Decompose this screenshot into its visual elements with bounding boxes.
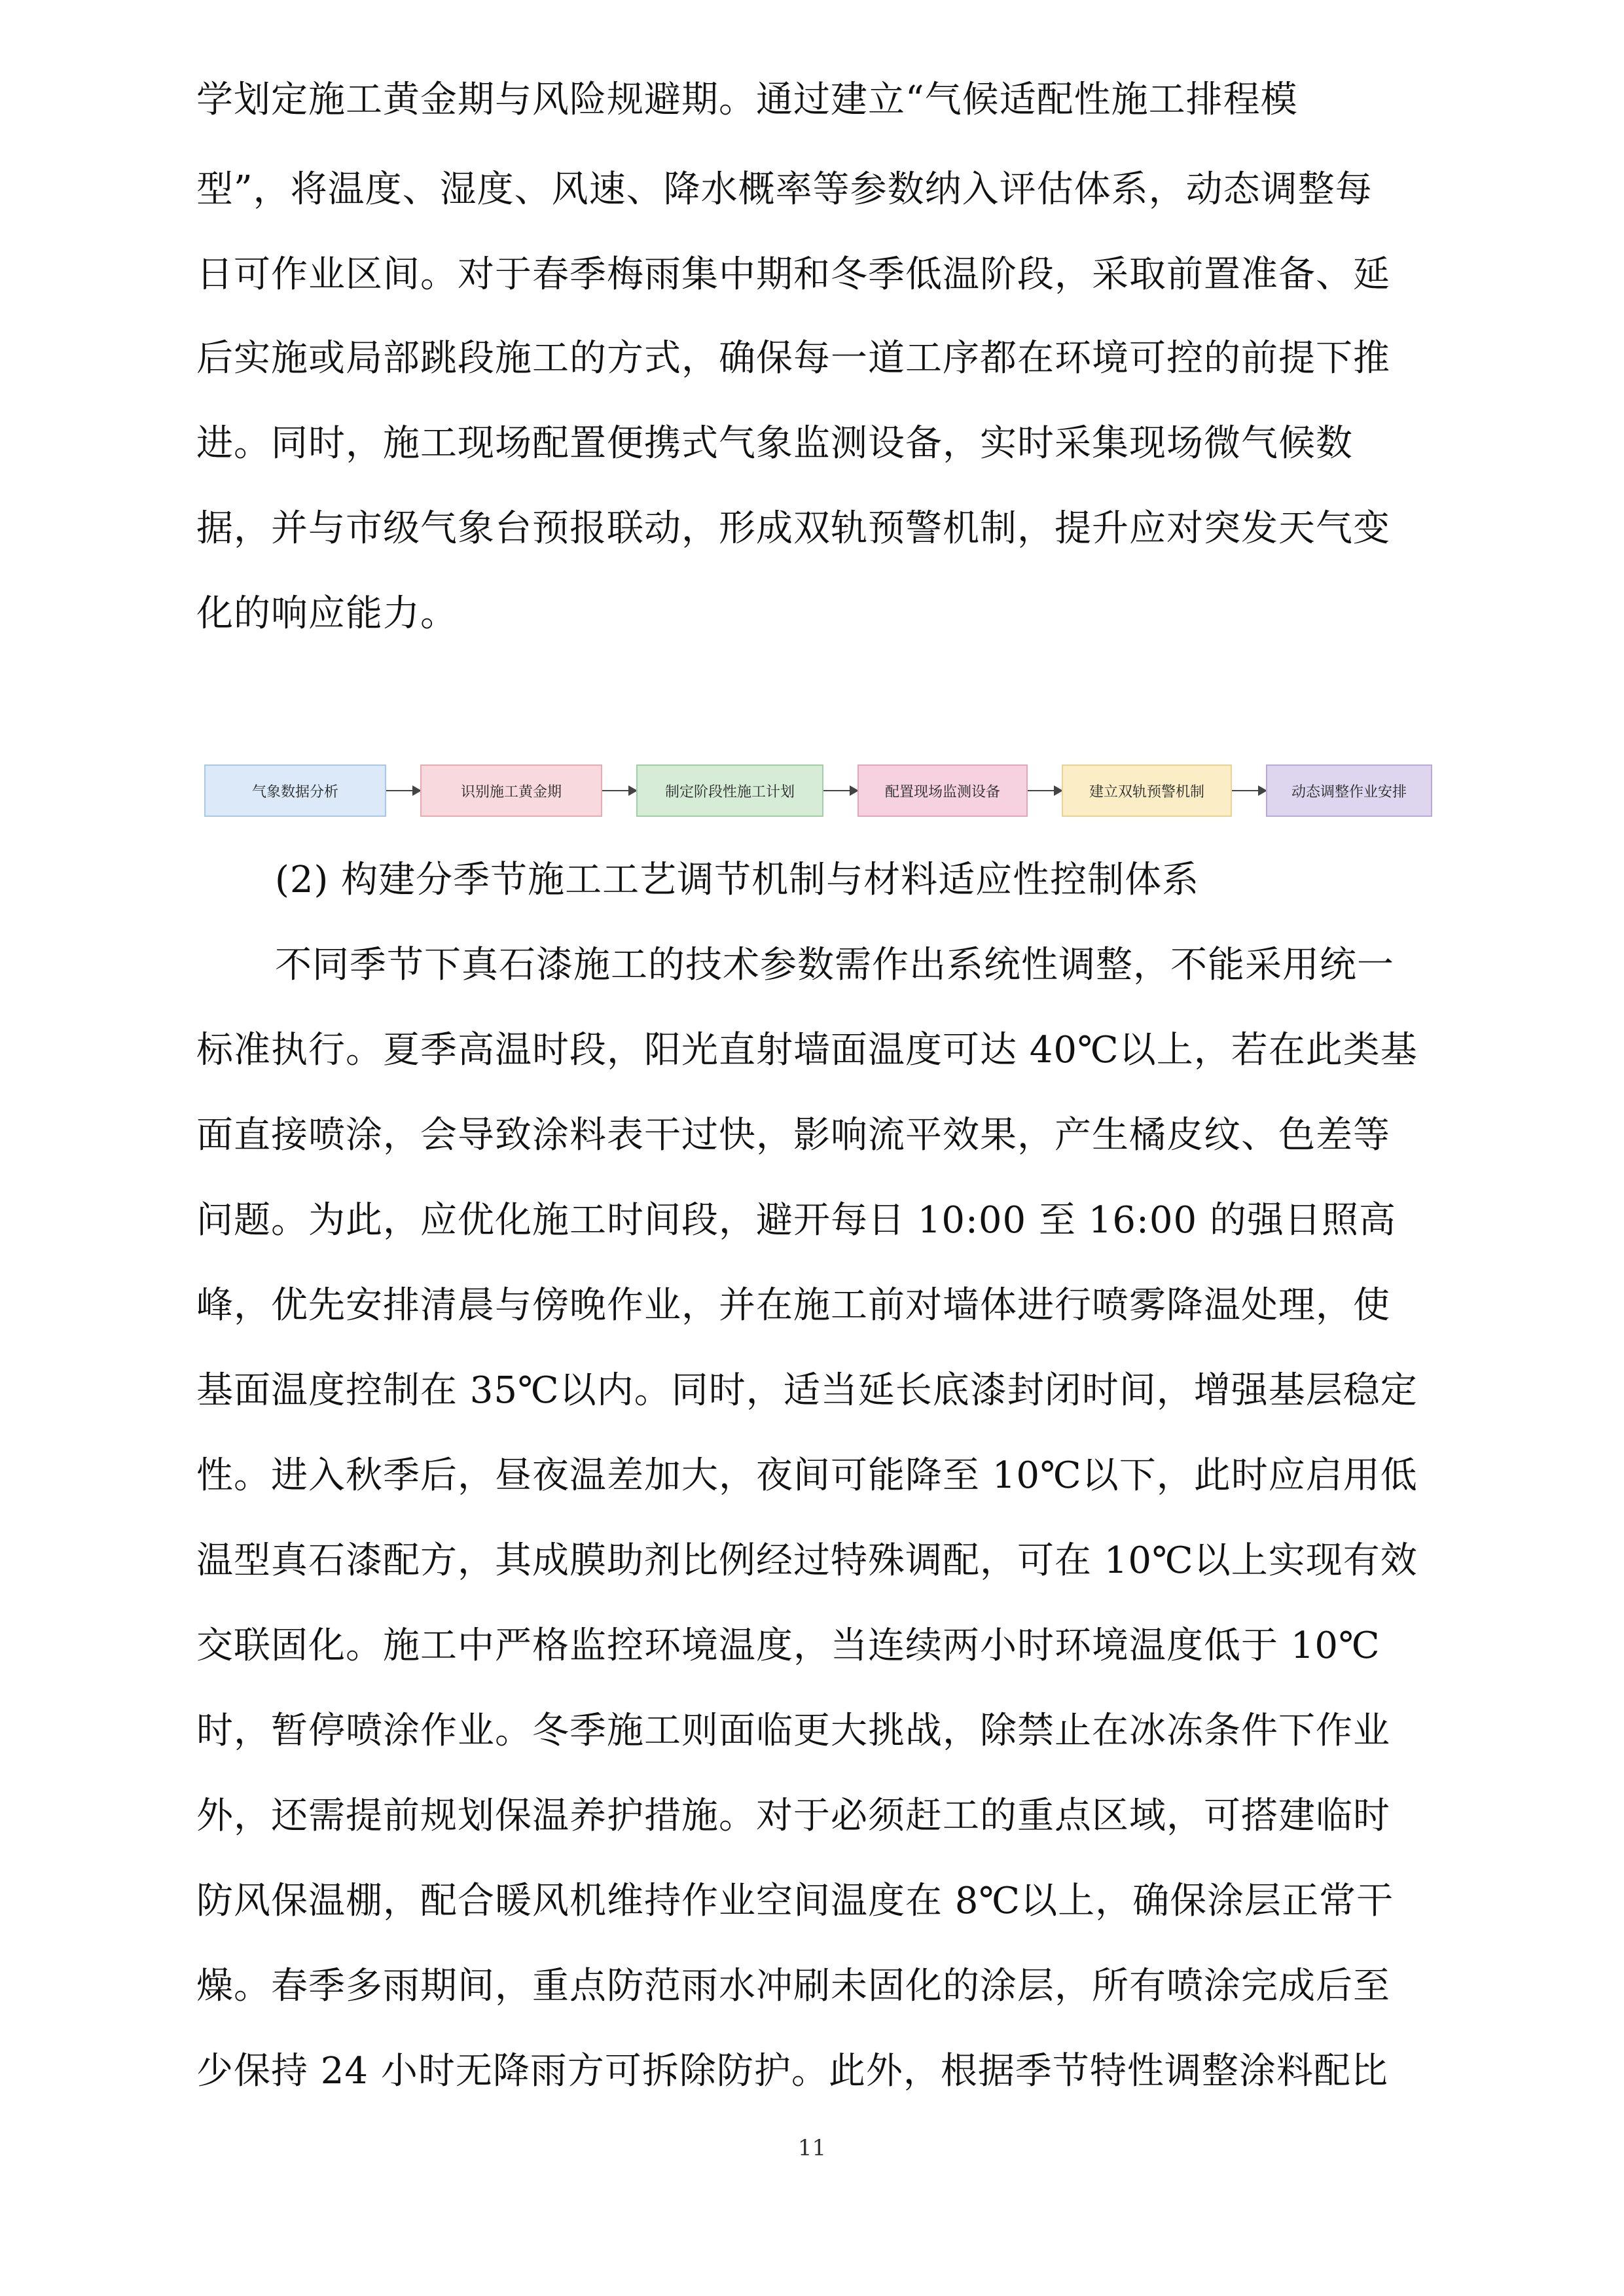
paragraph-2-line-8: 温型真石漆配方，其成膜助剂比例经过特殊调配，可在 10℃以上实现有效 bbox=[196, 1539, 1418, 1582]
flow-step-2: 识别施工黄金期 bbox=[420, 764, 602, 817]
paragraph-1-line-4: 后实施或局部跳段施工的方式，确保每一道工序都在环境可控的前提下推 bbox=[196, 337, 1390, 380]
paragraph-1-line-3: 日可作业区间。对于春季梅雨集中期和冬季低温阶段，采取前置准备、延 bbox=[196, 253, 1390, 296]
paragraph-2-line-4: 问题。为此，应优化施工时间段，避开每日 10:00 至 16:00 的强日照高 bbox=[196, 1199, 1396, 1242]
flow-step-5: 建立双轨预警机制 bbox=[1062, 764, 1232, 817]
paragraph-2-line-9: 交联固化。施工中严格监控环境温度，当连续两小时环境温度低于 10℃ bbox=[196, 1624, 1380, 1667]
paragraph-1-line-6: 据，并与市级气象台预报联动，形成双轨预警机制，提升应对突发天气变 bbox=[196, 507, 1390, 550]
paragraph-1-line-5: 进。同时，施工现场配置便携式气象监测设备，实时采集现场微气候数 bbox=[196, 422, 1353, 465]
flow-arrow-1 bbox=[386, 790, 420, 791]
flow-step-1: 气象数据分析 bbox=[204, 764, 386, 817]
paragraph-2-line-14: 少保持 24 小时无降雨方可拆除防护。此外，根据季节特性调整涂料配比 bbox=[196, 2050, 1388, 2092]
paragraph-1-line-7: 化的响应能力。 bbox=[196, 592, 458, 635]
paragraph-1-line-2: 型”，将温度、湿度、风速、降水概率等参数纳入评估体系，动态调整每 bbox=[196, 168, 1373, 211]
paragraph-2-line-5: 峰，优先安排清晨与傍晚作业，并在施工前对墙体进行喷雾降温处理，使 bbox=[196, 1284, 1390, 1327]
paragraph-2-line-12: 防风保温棚，配合暖风机维持作业空间温度在 8℃以上，确保涂层正常干 bbox=[196, 1880, 1394, 1922]
flow-arrow-2 bbox=[602, 790, 636, 791]
paragraph-2-line-11: 外，还需提前规划保温养护措施。对于必须赶工的重点区域，可搭建临时 bbox=[196, 1795, 1390, 1837]
flow-arrow-3 bbox=[823, 790, 857, 791]
paragraph-2-line-1: 不同季节下真石漆施工的技术参数需作出系统性调整，不能采用统一 bbox=[275, 944, 1394, 986]
paragraph-2-line-2: 标准执行。夏季高温时段，阳光直射墙面温度可达 40℃以上，若在此类基 bbox=[196, 1029, 1418, 1071]
flow-step-3: 制定阶段性施工计划 bbox=[636, 764, 823, 817]
process-flowchart bbox=[204, 764, 1432, 817]
flow-step-4: 配置现场监测设备 bbox=[857, 764, 1028, 817]
flow-arrow-5 bbox=[1232, 790, 1266, 791]
paragraph-2-line-10: 时，暂停喷涂作业。冬季施工则面临更大挑战，除禁止在冰冻条件下作业 bbox=[196, 1710, 1390, 1752]
paragraph-2-line-7: 性。进入秋季后，昼夜温差加大，夜间可能降至 10℃以下，此时应启用低 bbox=[196, 1454, 1418, 1497]
paragraph-2-line-3: 面直接喷涂，会导致涂料表干过快，影响流平效果，产生橘皮纹、色差等 bbox=[196, 1114, 1390, 1157]
flow-step-6: 动态调整作业安排 bbox=[1266, 764, 1432, 817]
paragraph-2-line-13: 燥。春季多雨期间，重点防范雨水冲刷未固化的涂层，所有喷涂完成后至 bbox=[196, 1965, 1390, 2007]
paragraph-1-line-1: 学划定施工黄金期与风险规避期。通过建立“气候适配性施工排程模 bbox=[196, 79, 1298, 121]
flow-arrow-4 bbox=[1028, 790, 1062, 791]
page-number: 11 bbox=[797, 2135, 827, 2161]
section-heading: (2) 构建分季节施工工艺调节机制与材料适应性控制体系 bbox=[275, 859, 1200, 901]
paragraph-2-line-6: 基面温度控制在 35℃以内。同时，适当延长底漆封闭时间，增强基层稳定 bbox=[196, 1369, 1418, 1412]
